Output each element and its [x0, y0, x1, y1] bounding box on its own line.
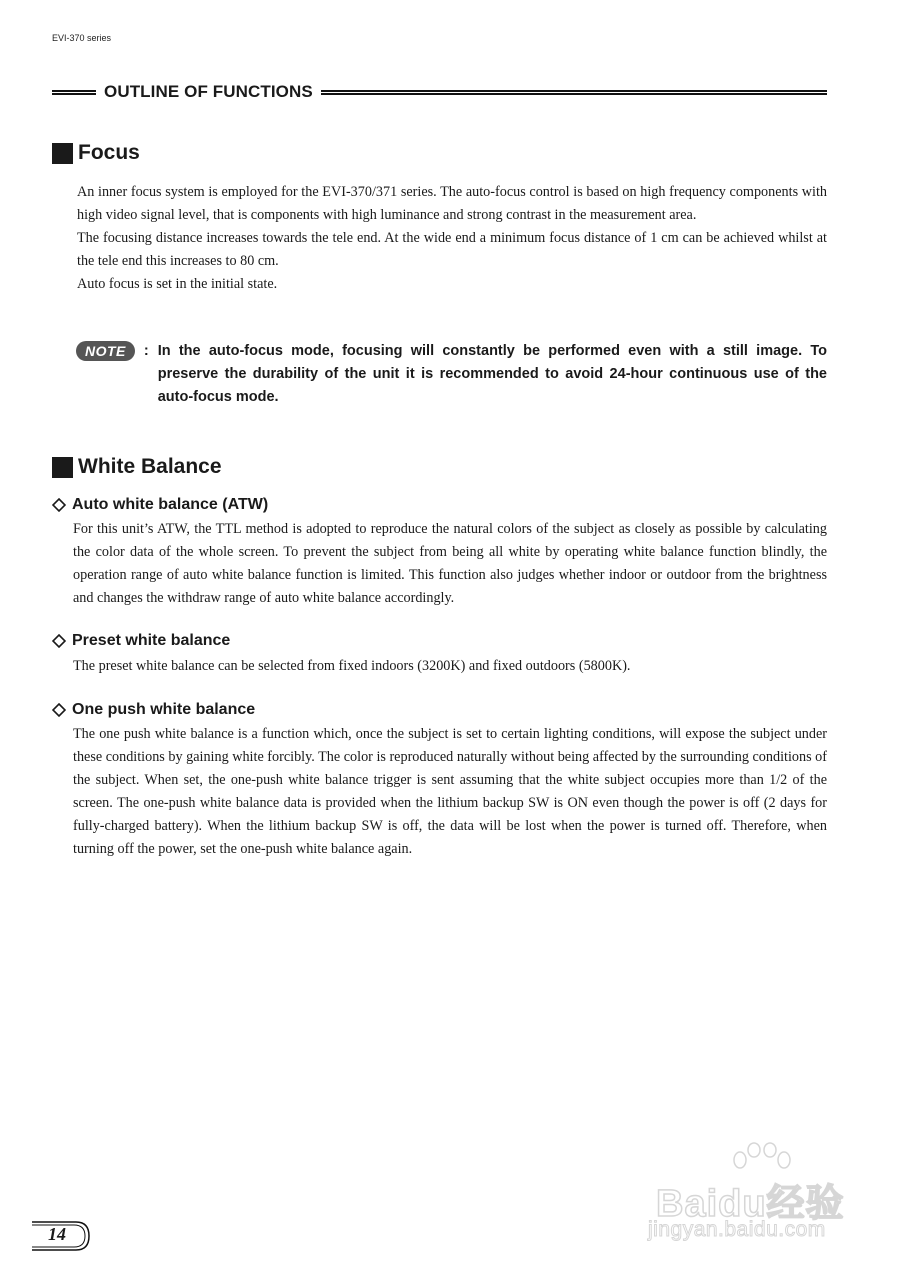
- note-text: In the auto-focus mode, focusing will constantly be performed even with a still image. To preserve the durability of the unit it is recommended to avoid 24-hour continuous use of the auto-focus mode.: [157, 343, 827, 405]
- one-push-heading: [52, 701, 255, 719]
- focus-heading: [52, 141, 140, 165]
- focus-paragraph: The focusing distance increases towards the tele end. At the wide end a minimum focus distance of 1 cm can be achieved whilst at the tele end this increases to 80 cm.: [77, 230, 827, 269]
- white-balance-heading: [52, 455, 222, 479]
- focus-paragraph: Auto focus is set in the initial state.: [77, 276, 278, 292]
- square-bullet-icon: [52, 457, 73, 478]
- focus-paragraph: An inner focus system is employed for the EVI-370/371 series. The auto-focus control is based on high frequency components with high video signal level, that is components with high luminance and strong contrast in the measurement area.: [77, 184, 827, 223]
- preset-title: Preset white balance: [72, 632, 231, 649]
- page-number-tab: [32, 1221, 90, 1251]
- watermark: [648, 1142, 848, 1272]
- diamond-icon: [52, 498, 66, 512]
- atw-body: For this unit’s ATW, the TTL method is adopted to reproduce the natural colors of the subject as closely as possible by calculating the color data of the whole screen. To prevent the subject from being all white by operating white balance function blindly, the operation range of auto white balance function is limited. This function also judges whether indoor or outdoor from the brightness and changes the withdraw range of auto white balance accordingly.: [73, 521, 827, 606]
- one-push-body: The one push white balance is a function which, once the subject is set to certain lighting conditions, will expose the subject under these conditions by gaining white forcibly. The color is reproduced naturally without being affected by the surrounding conditions of the subject. When set, the one-push white balance trigger is sent assuming that the white subject occupies more than 1/2 of the screen. The one-push white balance data is provided when the lithium backup SW is ON even though the power is off (2 days for fully-charged battery). When the lithium backup SW is off, the data will be lost when the power is turned off. Therefore, when turning off the power, set the one-push white balance again.: [73, 726, 827, 857]
- white-balance-title: White Balance: [78, 455, 222, 478]
- one-push-title: One push white balance: [72, 701, 256, 718]
- series-label: EVI-370 series: [52, 33, 112, 43]
- focus-title: Focus: [78, 141, 140, 164]
- watermark-sub: jingyan.baidu.com: [648, 1218, 826, 1241]
- page-number: 14: [48, 1224, 66, 1244]
- note-badge: NOTE: [76, 341, 135, 361]
- rule-left: [52, 90, 96, 95]
- focus-note: [76, 340, 827, 409]
- note-colon: :: [143, 343, 149, 359]
- square-bullet-icon: [52, 143, 73, 164]
- atw-title: Auto white balance (ATW): [72, 496, 269, 513]
- outline-title: OUTLINE OF FUNCTIONS: [104, 82, 313, 101]
- preset-heading: [52, 632, 230, 650]
- atw-heading: [52, 496, 268, 514]
- focus-body: [77, 181, 827, 296]
- rule-right: [321, 90, 827, 95]
- watermark-main: Baidu经验: [656, 1183, 845, 1225]
- outline-header: [52, 80, 827, 104]
- diamond-icon: [52, 634, 66, 648]
- preset-body: The preset white balance can be selected from fixed indoors (3200K) and fixed outdoors (5800K).: [73, 658, 631, 674]
- diamond-icon: [52, 703, 66, 717]
